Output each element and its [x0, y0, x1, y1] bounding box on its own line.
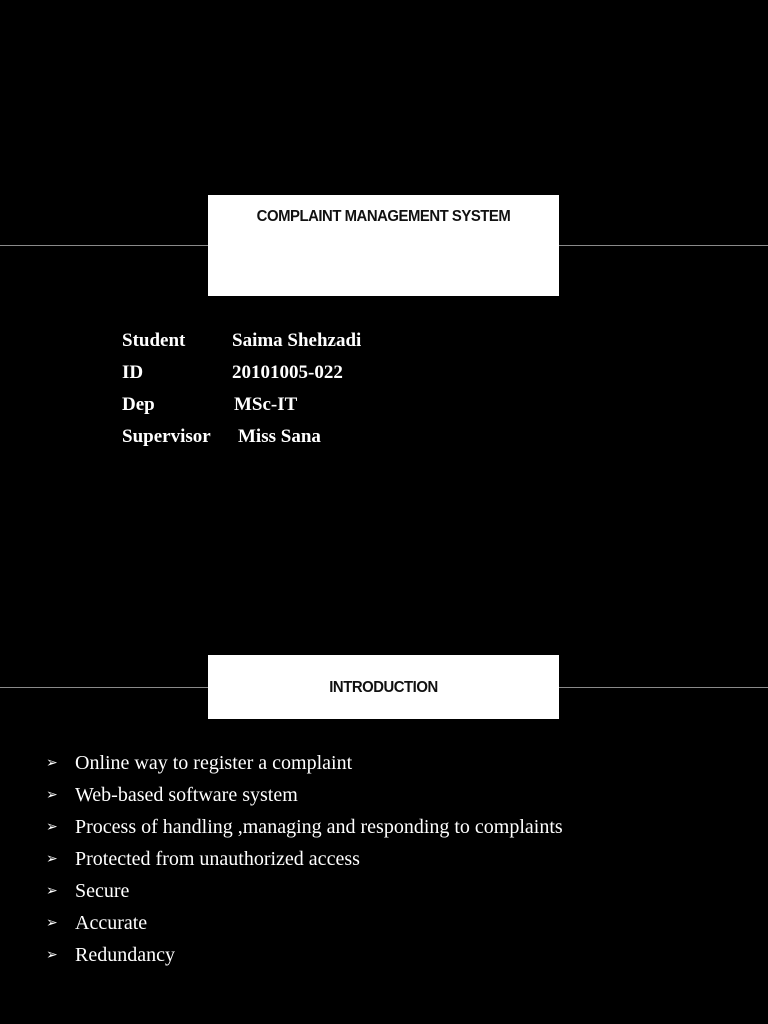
list-item: [46, 907, 563, 939]
info-label-id: ID: [122, 362, 144, 383]
info-label-supervisor: Supervisor: [122, 426, 211, 447]
list-item: [46, 875, 563, 907]
introduction-bullet-list: [46, 747, 563, 971]
bullet-text: Secure: [75, 880, 130, 902]
bullet-text: Protected from unauthorized access: [75, 848, 360, 870]
arrow-bullet-icon: ➢: [46, 883, 58, 899]
info-value-student: Saima Shehzadi: [232, 330, 362, 351]
bullet-text: Online way to register a complaint: [75, 752, 353, 774]
info-label-dep: Dep: [122, 394, 155, 415]
arrow-bullet-icon: ➢: [46, 819, 58, 835]
info-label-student: Student: [122, 330, 186, 351]
arrow-bullet-icon: ➢: [46, 915, 58, 931]
bullet-text: Web-based software system: [75, 784, 298, 806]
bullet-text: Redundancy: [75, 944, 175, 966]
info-value-supervisor: Miss Sana: [238, 426, 321, 447]
info-value-dep: MSc-IT: [234, 394, 298, 415]
slide1-title: COMPLAINT MANAGEMENT SYSTEM: [256, 208, 511, 225]
bullet-text: Accurate: [75, 912, 148, 934]
info-value-id: 20101005-022: [232, 362, 343, 383]
slide2-title: INTRODUCTION: [329, 679, 438, 696]
list-item: [46, 747, 563, 779]
list-item: [46, 939, 563, 971]
arrow-bullet-icon: ➢: [46, 851, 58, 867]
arrow-bullet-icon: ➢: [46, 947, 58, 963]
list-item: [46, 779, 563, 811]
list-item: [46, 811, 563, 843]
bullet-text: Process of handling ,managing and responding to complaints: [75, 816, 563, 838]
slide1-title-box: [208, 195, 559, 296]
arrow-bullet-icon: ➢: [46, 755, 58, 771]
arrow-bullet-icon: ➢: [46, 787, 58, 803]
list-item: [46, 843, 563, 875]
slide2-title-box: [208, 655, 559, 719]
